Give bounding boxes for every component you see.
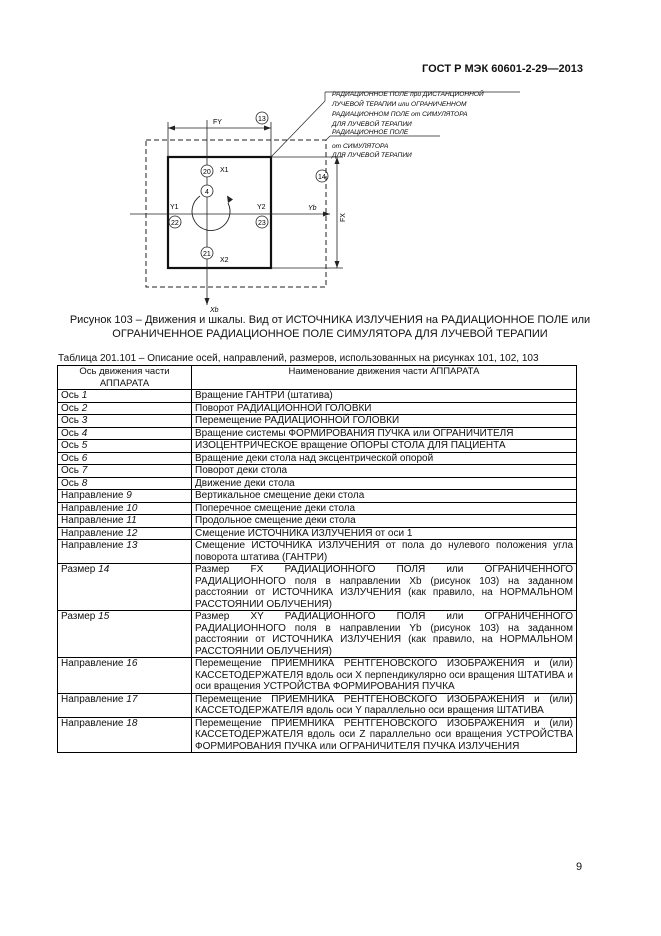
- table-row: [58, 611, 577, 658]
- svg-text:22: 22: [171, 220, 179, 227]
- row-axis-number: 18: [126, 717, 138, 729]
- row-axis-word: Размер: [61, 611, 96, 622]
- row-axis-number: 7: [81, 465, 88, 476]
- row-axis-word: Ось: [61, 427, 79, 439]
- x2-label: X2: [220, 257, 229, 264]
- row-axis-number: 8: [81, 477, 88, 489]
- row-axis-word: Направление: [61, 540, 124, 551]
- row-axis-number: 3: [81, 415, 88, 426]
- table-row: [58, 527, 577, 540]
- row-axis-word: Ось: [61, 415, 79, 426]
- fy-label: FY: [213, 119, 222, 126]
- table-row: [58, 452, 577, 465]
- row-axis-word: Направление: [61, 515, 124, 526]
- row-description: Вращение деки стола над эксцентрической опорой: [192, 452, 577, 465]
- row-axis-word: Размер: [61, 564, 96, 575]
- row-description: Поворот деки стола: [192, 465, 577, 478]
- row-description: Вращение системы ФОРМИРОВАНИЯ ПУЧКА или ОГРАНИЧИТЕЛЯ: [192, 427, 577, 440]
- row-axis-cell: [58, 477, 192, 490]
- row-description: Перемещение ПРИЕМНИКА РЕНТГЕНОВСКОГО ИЗОБРАЖЕНИЯ и (или) КАССЕТОДЕРЖАТЕЛЯ вдоль оси X перпендикулярно оси вращения ШТАТИВА и оси вращения УСТРОЙСТВА ФОРМИРОВАНИЯ ПУЧКА: [192, 658, 577, 694]
- row-axis-cell: [58, 502, 192, 515]
- fx-label: FX: [340, 213, 347, 222]
- row-axis-number: 15: [98, 611, 110, 622]
- y2-label: Y2: [257, 204, 266, 211]
- row-axis-cell: [58, 717, 192, 753]
- row-axis-cell: [58, 564, 192, 611]
- row-axis-cell: [58, 427, 192, 440]
- row-axis-number: 12: [126, 527, 138, 539]
- row-axis-word: Направление: [61, 502, 124, 514]
- svg-text:4: 4: [205, 189, 209, 196]
- row-axis-number: 4: [81, 427, 88, 439]
- row-axis-word: Ось: [61, 390, 79, 401]
- table-row: [58, 427, 577, 440]
- row-axis-word: Направление: [61, 693, 124, 705]
- row-axis-word: Направление: [61, 717, 124, 729]
- document-header: ГОСТ Р МЭК 60601-2-29—2013: [422, 63, 583, 75]
- row-axis-word: Ось: [61, 452, 79, 464]
- row-axis-word: Ось: [61, 440, 79, 451]
- row-axis-cell: [58, 527, 192, 540]
- row-axis-cell: [58, 415, 192, 428]
- axes-table: [57, 365, 577, 753]
- row-axis-cell: [58, 611, 192, 658]
- row-axis-word: Направление: [61, 490, 124, 501]
- figure-legend: [331, 89, 484, 159]
- row-description: Размер FX РАДИАЦИОННОГО ПОЛЯ или ОГРАНИЧЕННОГО РАДИАЦИОННОГО поля в направлении Xb (рисунок 103) на заданном расстоянии от ИСТОЧНИКА ИЗЛУЧЕНИЯ (как правило, на НОРМАЛЬНОМ РАССТОЯНИИ ОБЛУЧЕНИЯ): [192, 564, 577, 611]
- header-motion: Наименование движения части АППАРАТА: [192, 366, 577, 390]
- svg-text:14: 14: [318, 174, 326, 181]
- table-row: [58, 390, 577, 403]
- table-caption: Таблица 201.101 – Описание осей, направлений, размеров, использованных на рисунках 101, 102, 103: [58, 353, 539, 364]
- table-row: [58, 717, 577, 753]
- svg-text:21: 21: [203, 251, 211, 258]
- table-row: [58, 477, 577, 490]
- table-row: [58, 515, 577, 528]
- row-axis-cell: [58, 402, 192, 415]
- row-axis-cell: [58, 440, 192, 453]
- table-row: [58, 465, 577, 478]
- page-number: 9: [576, 861, 583, 873]
- header-axis: Ось движения части АППАРАТА: [58, 366, 192, 390]
- row-description: Вертикальное смещение деки стола: [192, 490, 577, 503]
- table-row: [58, 440, 577, 453]
- svg-text:20: 20: [203, 169, 211, 176]
- table-row: [58, 564, 577, 611]
- row-axis-word: Ось: [61, 402, 79, 414]
- table-row: [58, 502, 577, 515]
- row-axis-cell: [58, 658, 192, 694]
- row-axis-word: Ось: [61, 477, 79, 489]
- row-description: Перемещение РАДИАЦИОННОЙ ГОЛОВКИ: [192, 415, 577, 428]
- figure-caption-line-2: ОГРАНИЧЕННОЕ РАДИАЦИОННОЕ ПОЛЕ СИМУЛЯТОРА ДЛЯ ЛУЧЕВОЙ ТЕРАПИИ: [112, 328, 548, 340]
- svg-text:ДЛЯ ЛУЧЕВОЙ ТЕРАПИИ: ДЛЯ ЛУЧЕВОЙ ТЕРАПИИ: [332, 121, 412, 128]
- row-description: Вращение ГАНТРИ (штатива): [192, 390, 577, 403]
- row-axis-word: Ось: [61, 465, 79, 476]
- row-axis-number: 10: [126, 502, 138, 514]
- row-description: Движение деки стола: [192, 477, 577, 490]
- row-axis-number: 11: [126, 515, 137, 526]
- row-description: Смещение ИСТОЧНИКА ИЗЛУЧЕНИЯ от пола до нулевого положения угла поворота штатива (ГАНТРИ): [192, 540, 577, 564]
- row-description: Перемещение ПРИЕМНИКА РЕНТГЕНОВСКОГО ИЗОБРАЖЕНИЯ и (или) КАССЕТОДЕРЖАТЕЛЯ вдоль оси Z параллельно оси вращения УСТРОЙСТВА ФОРМИРОВАНИЯ ПУЧКА или ОГРАНИЧИТЕЛЯ ПУЧКА ИЗЛУЧЕНИЯ: [192, 717, 577, 753]
- row-description: Перемещение ПРИЕМНИКА РЕНТГЕНОВСКОГО ИЗОБРАЖЕНИЯ и (или) КАССЕТОДЕРЖАТЕЛЯ вдоль оси Y параллельно оси вращения ШТАТИВА: [192, 693, 577, 717]
- x1-label: X1: [220, 167, 229, 174]
- table-row: [58, 490, 577, 503]
- row-axis-number: 17: [126, 693, 138, 705]
- row-axis-number: 1: [81, 390, 88, 401]
- row-axis-cell: [58, 465, 192, 478]
- row-axis-word: Направление: [61, 527, 124, 539]
- row-description: Размер XY РАДИАЦИОННОГО ПОЛЯ или ОГРАНИЧЕННОГО РАДИАЦИОННОГО поля в направлении Yb (рисунок 103) на заданном расстоянии от ИСТОЧНИКА ИЗЛУЧЕНИЯ (как правило, на НОРМАЛЬНОМ РАССТОЯНИИ ОБЛУЧЕНИЯ): [192, 611, 577, 658]
- y1-label: Y1: [170, 204, 179, 211]
- row-axis-number: 9: [126, 490, 132, 501]
- row-description: Поперечное смещение деки стола: [192, 502, 577, 515]
- table-row: [58, 540, 577, 564]
- row-axis-cell: [58, 540, 192, 564]
- row-axis-cell: [58, 390, 192, 403]
- svg-text:23: 23: [258, 220, 266, 227]
- svg-text:ЛУЧЕВОЙ ТЕРАПИИ или ОГРАНИЧЕНН: ЛУЧЕВОЙ ТЕРАПИИ или ОГРАНИЧЕННОМ: [332, 101, 467, 108]
- xb-label: Xb: [210, 307, 219, 314]
- row-axis-cell: [58, 515, 192, 528]
- svg-text:13: 13: [258, 116, 266, 123]
- svg-text:от СИМУЛЯТОРА: от СИМУЛЯТОРА: [332, 143, 389, 150]
- row-description: Поворот РАДИАЦИОННОЙ ГОЛОВКИ: [192, 402, 577, 415]
- row-axis-number: 14: [98, 564, 110, 575]
- svg-text:ДЛЯ ЛУЧЕВОЙ ТЕРАПИИ: ДЛЯ ЛУЧЕВОЙ ТЕРАПИИ: [332, 152, 412, 159]
- table-row: [58, 402, 577, 415]
- row-description: ИЗОЦЕНТРИЧЕСКОЕ вращение ОПОРЫ СТОЛА ДЛЯ ПАЦИЕНТА: [192, 440, 577, 453]
- row-axis-word: Направление: [61, 658, 124, 669]
- yb-label: Yb: [308, 205, 317, 212]
- figure-103-diagram: [0, 0, 661, 320]
- figure-caption-line-1: Рисунок 103 – Движения и шкалы. Вид от ИСТОЧНИКА ИЗЛУЧЕНИЯ на РАДИАЦИОННОЕ ПОЛЕ или: [69, 314, 591, 326]
- row-description: Продольное смещение деки стола: [192, 515, 577, 528]
- table-row: [58, 658, 577, 694]
- row-axis-cell: [58, 693, 192, 717]
- row-axis-cell: [58, 490, 192, 503]
- svg-text:РАДИАЦИОННОМ ПОЛЕ от СИМУЛЯТОР: РАДИАЦИОННОМ ПОЛЕ от СИМУЛЯТОРА: [332, 111, 468, 118]
- row-axis-number: 16: [126, 658, 138, 669]
- table-row: [58, 693, 577, 717]
- row-axis-number: 6: [81, 452, 88, 464]
- table-header-row: [58, 366, 577, 390]
- outer-dashed-field: [146, 140, 326, 287]
- row-description: Смещение ИСТОЧНИКА ИЗЛУЧЕНИЯ от оси 1: [192, 527, 577, 540]
- row-axis-number: 13: [126, 540, 138, 551]
- row-axis-number: 2: [81, 402, 88, 414]
- row-axis-number: 5: [81, 440, 88, 451]
- rotation-arrow: [192, 196, 230, 230]
- row-axis-cell: [58, 452, 192, 465]
- table-row: [58, 415, 577, 428]
- figure-caption: [40, 313, 620, 341]
- svg-text:РАДИАЦИОННОЕ ПОЛЕ: РАДИАЦИОННОЕ ПОЛЕ: [332, 129, 409, 136]
- svg-text:РАДИАЦИОННОЕ ПОЛЕ при ДИСТАНЦИ: РАДИАЦИОННОЕ ПОЛЕ при ДИСТАНЦИОННОЙ: [332, 91, 484, 98]
